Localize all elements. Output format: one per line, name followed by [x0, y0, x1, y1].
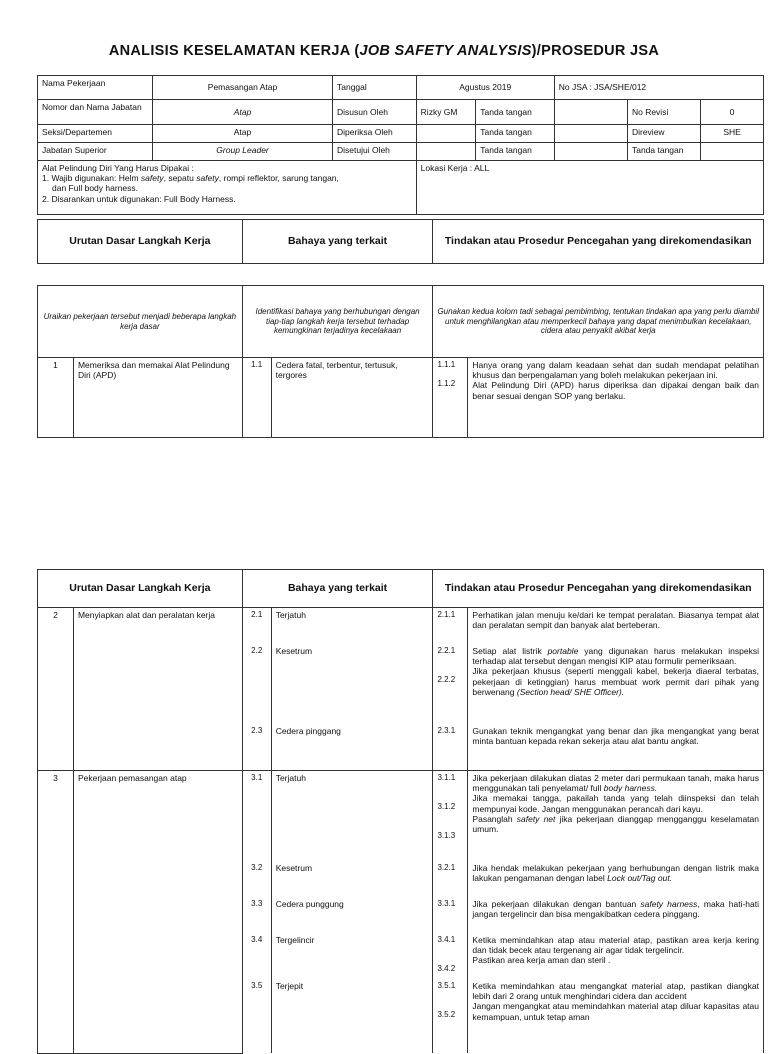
- action-text: Jika pekerjaan dilakukan diatas 2 meter dari permukaan tanah, maka harus menggunakan tali penyelamat/ full body harness. Jika memakai tangga, pakailah tanda yang telah diinspeksi dan telah mempunyai kode. Jangan menggunakan perancah dari kayu. Pasanglah safety net jika pekerjaan dianggap mengganggu keselamatan umum.: [468, 771, 764, 862]
- step-number: 2: [38, 608, 74, 771]
- disetujui-label: Disetujui Oleh: [332, 143, 416, 161]
- step-number: 3: [38, 771, 74, 1054]
- col-header-hazards-2: Bahaya yang terkait: [242, 570, 433, 608]
- action-text: Jika pekerjaan dilakukan dengan bantuan safety harness, maka hati-hati jangan tergelincir dan bisa mengakibatkan cedera pinggang.: [468, 897, 764, 933]
- tanda-tangan-3: Tanda tangan: [476, 143, 554, 161]
- hazard-text: Cedera fatal, terbentur, tertusuk, tergores: [271, 358, 433, 438]
- hazard-number: 3.2: [242, 861, 271, 897]
- jabatan-superior-value: Group Leader: [153, 143, 333, 161]
- action-text: Ketika memindahkan atau mengangkat material atap, pastikan diangkat lebih dari 2 orang untuk menghindari cidera dan accident Jangan mengangkat atau memindahkan material atap diluar kapasitas atau kemampuan, untuk tetap aman: [468, 979, 764, 1053]
- hazard-number: 2.1: [242, 608, 271, 645]
- no-jsa: No JSA : JSA/SHE/012: [554, 76, 763, 100]
- action-number: 2.1.1: [433, 608, 468, 645]
- signature-cell-2: [554, 125, 627, 143]
- tanggal-value: Agustus 2019: [416, 76, 554, 100]
- hazard-text: Cedera punggung: [271, 897, 433, 933]
- nomor-jabatan-label: Nomor dan Nama Jabatan: [38, 100, 153, 125]
- col-header-steps-2: Urutan Dasar Langkah Kerja: [38, 570, 243, 608]
- guide-actions: Gunakan kedua kolom tadi sebagai pembimbing, tentukan tindakan apa yang perlu diambil untuk menghilangkan atau memperkecil bahaya yang dapat menimbulkan kecelakaan, cidera atau penyakit akibat kerja: [433, 286, 764, 358]
- diperiksa-value: [416, 125, 476, 143]
- hazard-text: Terjatuh: [271, 771, 433, 862]
- lokasi-kerja: Lokasi Kerja : ALL: [416, 161, 763, 215]
- apd-cell: Alat Pelindung Diri Yang Harus Dipakai : 1. Wajib digunakan: Helm safety, sepatu safety, rompi reflektor, sarung tangan, dan Full body harness. 2. Disarankan untuk digunakan: Full Body Harness.: [38, 161, 417, 215]
- signature-cell-4: [701, 143, 764, 161]
- hazard-text: Cedera pinggang: [271, 724, 433, 771]
- hazard-number: 2.3: [242, 724, 271, 771]
- action-numbers: 1.1.1 1.1.2: [433, 358, 468, 438]
- action-numbers: 2.2.1 2.2.2: [433, 644, 468, 724]
- no-revisi-label: No Revisi: [627, 100, 700, 125]
- col-header-hazards: Bahaya yang terkait: [242, 220, 433, 264]
- hazard-text: Kesetrum: [271, 644, 433, 724]
- disetujui-value: [416, 143, 476, 161]
- action-text: Gunakan teknik mengangkat yang benar dan jika mengangkat yang berat minta bantuan kepada rekan sekerja atau alat bantu angkat.: [468, 724, 764, 771]
- direview-value: SHE: [701, 125, 764, 143]
- jabatan-superior-label: Jabatan Superior: [38, 143, 153, 161]
- signature-cell-3: [554, 143, 627, 161]
- tanda-tangan-4: Tanda tangan: [627, 143, 700, 161]
- step-text: Pekerjaan pemasangan atap: [73, 771, 242, 1054]
- diperiksa-label: Diperiksa Oleh: [332, 125, 416, 143]
- hazard-text: Tergelincir: [271, 933, 433, 979]
- direview-label: Direview: [627, 125, 700, 143]
- seksi-value: Atap: [153, 125, 333, 143]
- action-numbers: 3.4.1 3.4.2: [433, 933, 468, 979]
- col-header-steps: Urutan Dasar Langkah Kerja: [38, 220, 243, 264]
- action-number: 3.2.1: [433, 861, 468, 897]
- nama-pekerjaan-value: Pemasangan Atap: [153, 76, 333, 100]
- guide-steps: Uraikan pekerjaan tersebut menjadi beberapa langkah kerja dasar: [38, 286, 243, 358]
- step-text: Menyiapkan alat dan peralatan kerja: [73, 608, 242, 771]
- action-numbers: 3.1.1 3.1.2 3.1.3: [433, 771, 468, 862]
- action-text: Perhatikan jalan menuju ke/dari ke tempat peralatan. Biasanya tempat alat dan peralatan sempit dan banyak alat berteberan.: [468, 608, 764, 645]
- hazard-number: 3.4: [242, 933, 271, 979]
- no-revisi-value: 0: [701, 100, 764, 125]
- guide-hazards: Identifikasi bahaya yang berhubungan dengan tiap-tiap langkah kerja tersebut terhadap kemungkinan terjadinya kecelakaan: [242, 286, 433, 358]
- step1-table: [37, 285, 764, 438]
- col-header-actions: Tindakan atau Prosedur Pencegahan yang direkomendasikan: [433, 220, 764, 264]
- header-table: [37, 75, 764, 215]
- col-header-actions-2: Tindakan atau Prosedur Pencegahan yang direkomendasikan: [433, 570, 764, 608]
- tanda-tangan-1: Tanda tangan: [476, 100, 554, 125]
- hazard-text: Terjatuh: [271, 608, 433, 645]
- action-numbers: 3.5.1 3.5.2: [433, 979, 468, 1053]
- hazard-number: 3.5: [242, 979, 271, 1053]
- disusun-value: Rizky GM: [416, 100, 476, 125]
- disusun-label: Disusun Oleh: [332, 100, 416, 125]
- action-text: Jika hendak melakukan pekerjaan yang berhubungan dengan listrik maka lakukan pengamanan dengan label Lock out/Tag out.: [468, 861, 764, 897]
- action-text: Setiap alat listrik portable yang digunakan harus melakukan inspeksi terhadap alat tersebut dengan mengisi KIP atau formulir pemeriksaan. Jika pekerjaan khusus (seperti menggali kabel, bekerja diaeral terbatas, pekerjaan di ketinggian) harus membuat work permit dari pihak yang berwenang (Section head/ SHE Officer).: [468, 644, 764, 724]
- step-text: Memeriksa dan memakai Alat Pelindung Diri (APD): [73, 358, 242, 438]
- action-text: Ketika memindahkan atap atau material atap, pastikan area kerja kering dan tidak becek atau tergenang air agar tidak tergelincir. Pastikan area kerja aman dan steril .: [468, 933, 764, 979]
- hazard-number: 2.2: [242, 644, 271, 724]
- action-number: 3.3.1: [433, 897, 468, 933]
- steps-table: [37, 607, 764, 1054]
- action-text: Hanya orang yang dalam keadaan sehat dan sudah mendapat pelatihan khusus dan berpengalaman yang boleh melakukan pekerjaan ini. Alat Pelindung Diri (APD) harus diperiksa dan dipakai dengan baik dan benar sesuai dengan SOP yang berlaku.: [468, 358, 764, 438]
- document-title: ANALISIS KESELAMATAN KERJA (JOB SAFETY ANALYSIS)/PROSEDUR JSA: [108, 43, 660, 59]
- nama-pekerjaan-label: Nama Pekerjaan: [38, 76, 153, 100]
- column-header-2: [37, 569, 764, 608]
- hazard-number: 3.3: [242, 897, 271, 933]
- hazard-text: Terjepit: [271, 979, 433, 1053]
- hazard-number: 3.1: [242, 771, 271, 862]
- seksi-label: Seksi/Departemen: [38, 125, 153, 143]
- tanda-tangan-2: Tanda tangan: [476, 125, 554, 143]
- tanggal-label: Tanggal: [332, 76, 416, 100]
- hazard-number: 1.1: [242, 358, 271, 438]
- action-number: 2.3.1: [433, 724, 468, 771]
- nomor-jabatan-value: Atap: [153, 100, 333, 125]
- signature-cell-1: [554, 100, 627, 125]
- step-number: 1: [38, 358, 74, 438]
- hazard-text: Kesetrum: [271, 861, 433, 897]
- column-header-1: [37, 219, 764, 264]
